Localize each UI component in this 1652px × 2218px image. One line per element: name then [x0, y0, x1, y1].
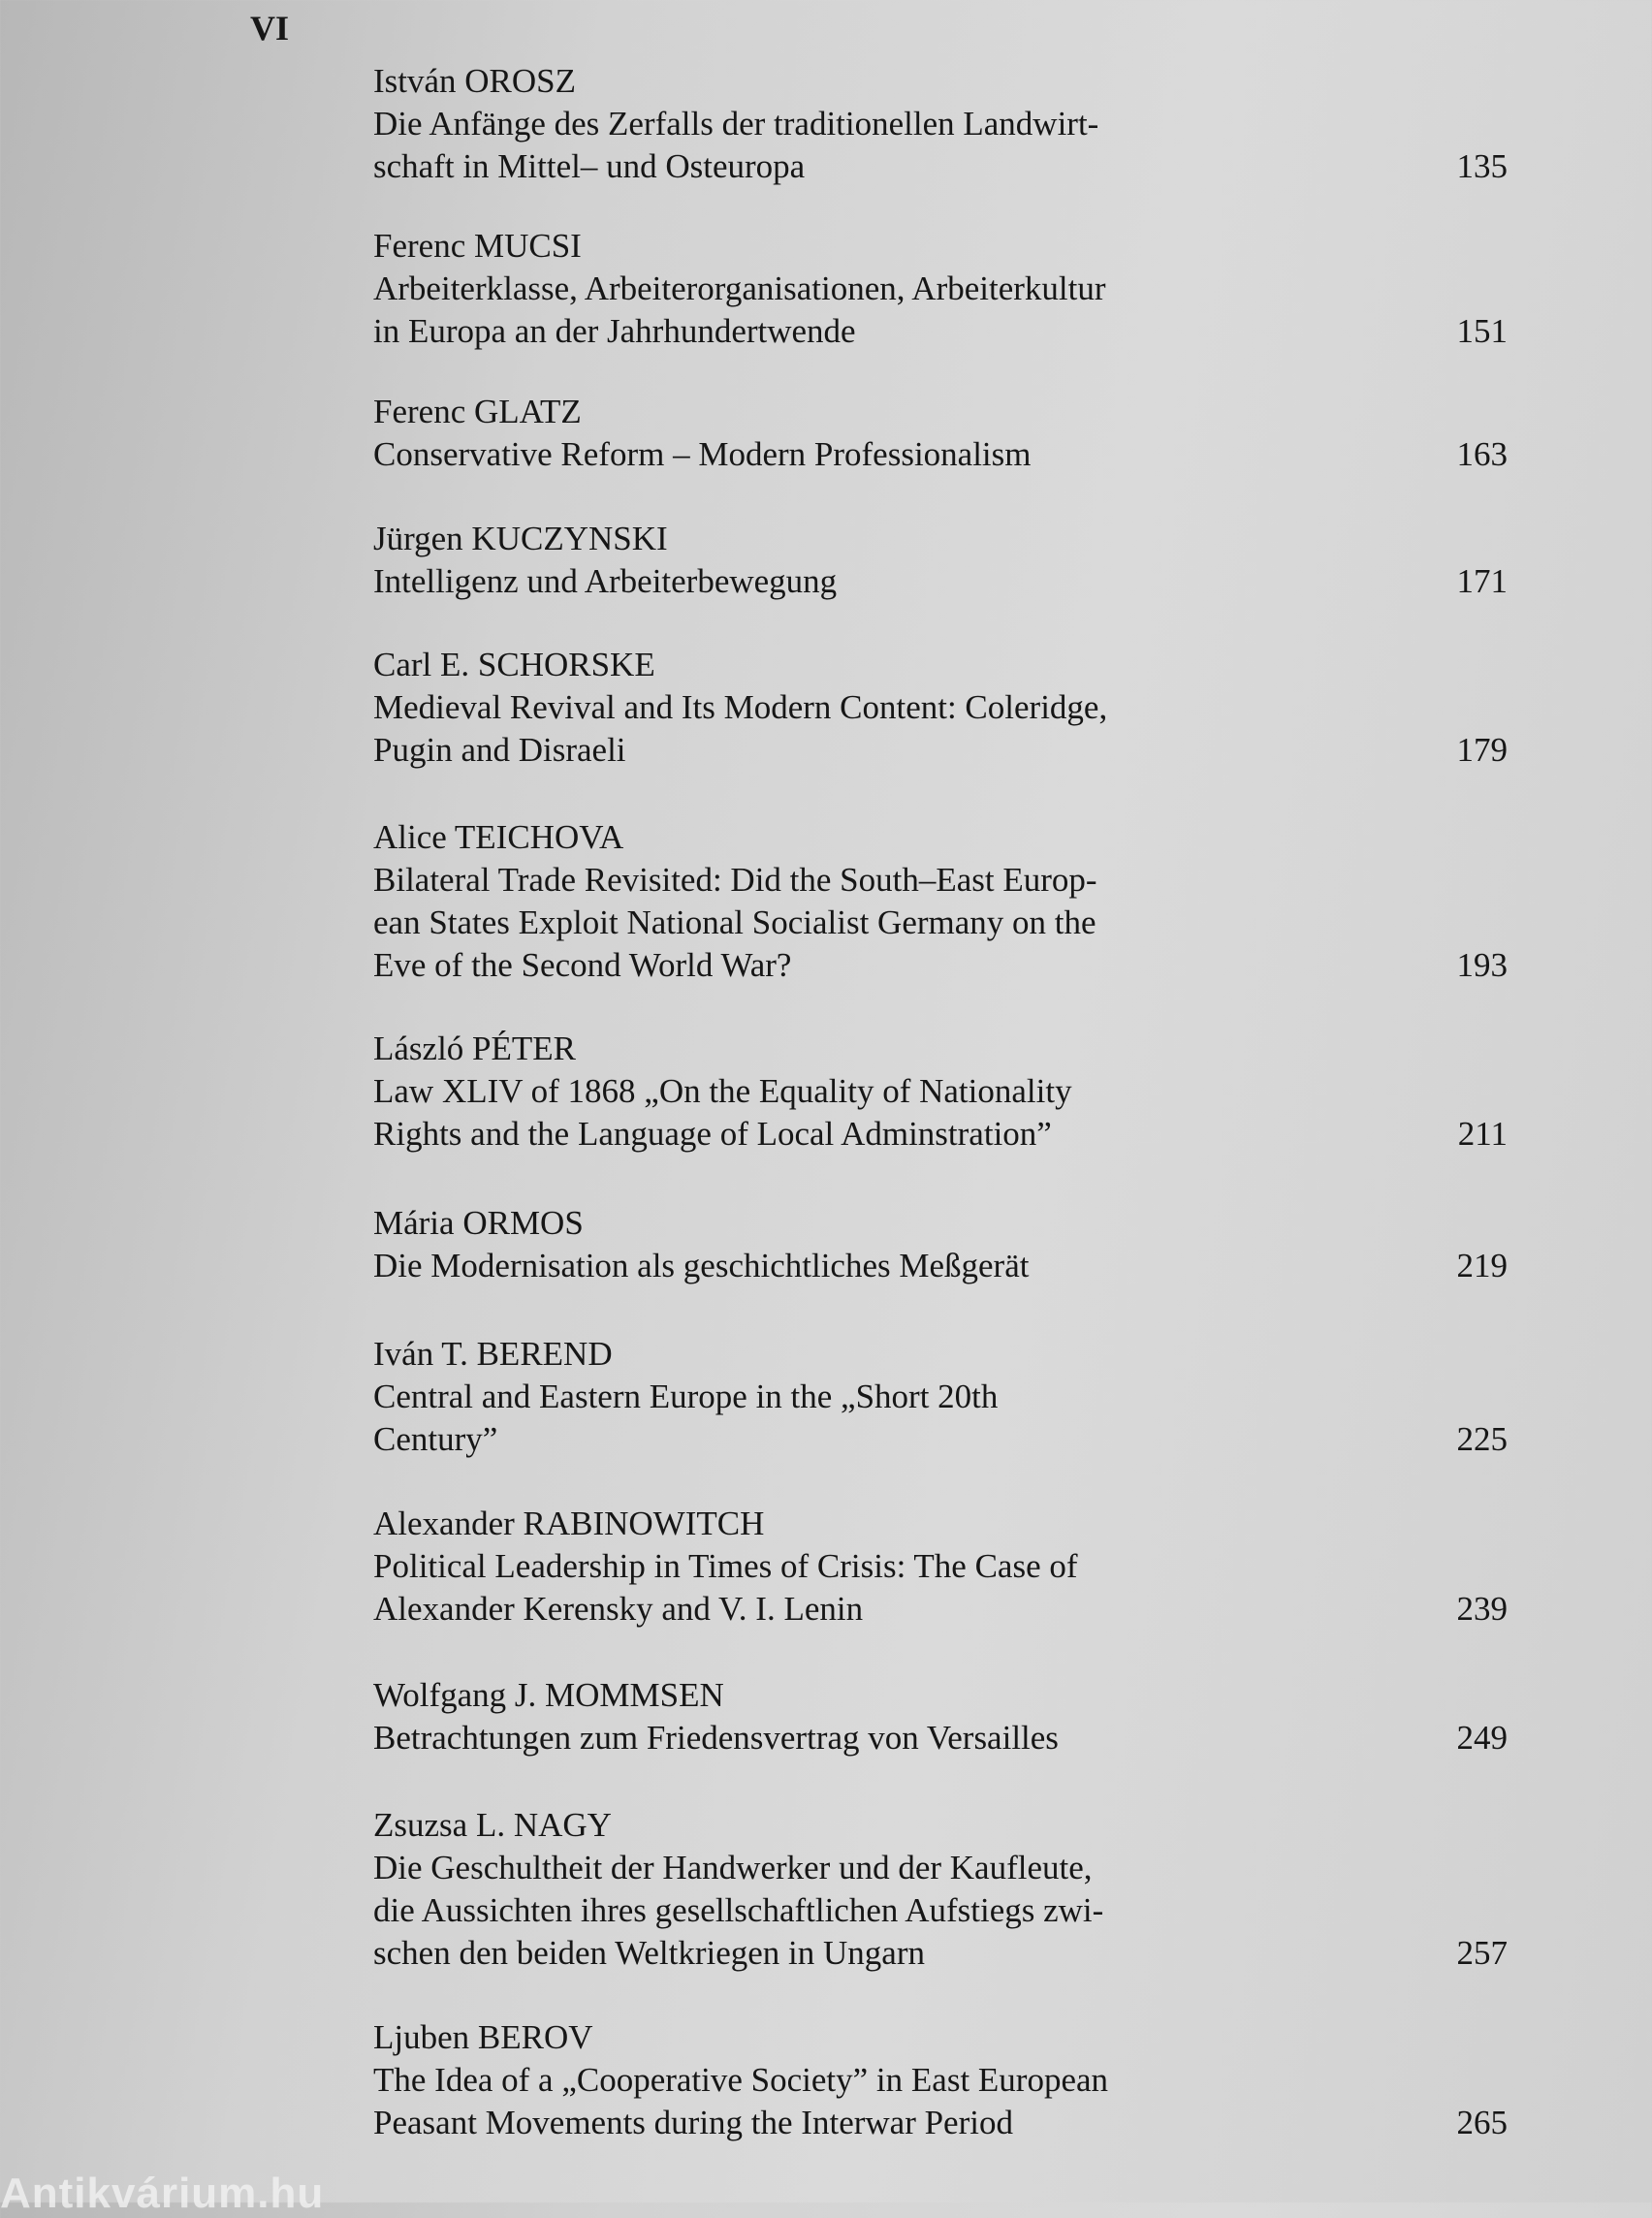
toc-entry — [373, 518, 1508, 603]
entry-page-number: 179 — [1456, 731, 1508, 769]
entry-page-number: 163 — [1456, 435, 1508, 473]
entry-title-line: die Aussichten ihres gesellschaftlichen Aufstiegs zwi- — [373, 1891, 1104, 1929]
entry-page-number: 257 — [1456, 1934, 1508, 1972]
toc-entry — [373, 1804, 1508, 1975]
entry-title-line: Medieval Revival and Its Modern Content: Coleridge, — [373, 688, 1108, 726]
entry-author: István OROSZ — [373, 62, 577, 100]
entry-author: Ferenc MUCSI — [373, 227, 582, 265]
entry-page-number: 225 — [1456, 1420, 1508, 1458]
entry-page-number: 239 — [1456, 1590, 1508, 1628]
entry-title-line: The Idea of a „Cooperative Society” in East European — [373, 2061, 1109, 2099]
toc-entry — [373, 60, 1508, 188]
entry-page-number: 249 — [1456, 1719, 1508, 1757]
entry-author: Wolfgang J. MOMMSEN — [373, 1676, 724, 1714]
entry-author: Carl E. SCHORSKE — [373, 646, 655, 683]
entry-page-number: 265 — [1456, 2104, 1508, 2141]
entry-author: Alice TEICHOVA — [373, 818, 624, 856]
entry-page-number: 135 — [1456, 147, 1508, 185]
entry-author: Ljuben BEROV — [373, 2018, 593, 2056]
entry-title-line: in Europa an der Jahrhundertwende — [373, 312, 856, 350]
page-number: VI — [250, 9, 290, 48]
toc-entry — [373, 2016, 1508, 2144]
entry-author: Iván T. BEREND — [373, 1335, 613, 1373]
toc-entry — [373, 1674, 1508, 1759]
toc-entry — [373, 1202, 1508, 1287]
watermark: Antikvárium.hu — [0, 2170, 325, 2217]
entry-title-line: Century” — [373, 1420, 498, 1458]
entry-title-line: Alexander Kerensky and V. I. Lenin — [373, 1590, 864, 1628]
entry-title-line: Arbeiterklasse, Arbeiterorganisationen, Arbeiterkultur — [373, 269, 1106, 307]
entry-title-line: Eve of the Second World War? — [373, 946, 792, 984]
entry-title-line: Peasant Movements during the Interwar Period — [373, 2104, 1013, 2141]
entry-title-line: Betrachtungen zum Friedensvertrag von Versailles — [373, 1719, 1059, 1757]
entry-title-line: Central and Eastern Europe in the „Short 20th — [373, 1378, 999, 1415]
toc-entry — [373, 1503, 1508, 1631]
entry-author: Mária ORMOS — [373, 1204, 584, 1242]
entry-title-line: Political Leadership in Times of Crisis: The Case of — [373, 1547, 1078, 1585]
entry-title-line: Bilateral Trade Revisited: Did the South–East Europ- — [373, 861, 1097, 899]
entry-title-line: Rights and the Language of Local Adminstration” — [373, 1115, 1052, 1153]
toc-entry — [373, 1333, 1508, 1461]
entry-author: Alexander RABINOWITCH — [373, 1505, 765, 1542]
toc-entry — [373, 1028, 1508, 1156]
entry-title-line: Intelligenz und Arbeiterbewegung — [373, 562, 838, 600]
toc-entry — [373, 225, 1508, 353]
entry-page-number: 171 — [1456, 562, 1508, 600]
entry-page-number: 211 — [1457, 1115, 1508, 1153]
entry-title-line: Pugin and Disraeli — [373, 731, 626, 769]
entry-title-line: Conservative Reform – Modern Professionalism — [373, 435, 1032, 473]
entry-page-number: 151 — [1456, 312, 1508, 350]
toc-entry — [373, 816, 1508, 987]
entry-author: Zsuzsa L. NAGY — [373, 1806, 612, 1844]
entry-page-number: 219 — [1456, 1247, 1508, 1284]
entry-author: Jürgen KUCZYNSKI — [373, 520, 668, 557]
entry-author: Ferenc GLATZ — [373, 393, 582, 430]
entry-title-line: Die Geschultheit der Handwerker und der Kaufleute, — [373, 1849, 1093, 1886]
toc-entry — [373, 644, 1508, 772]
entry-title-line: schen den beiden Weltkriegen in Ungarn — [373, 1934, 925, 1972]
entry-title-line: Die Anfänge des Zerfalls der traditionellen Landwirt- — [373, 105, 1099, 143]
entry-title-line: Law XLIV of 1868 „On the Equality of Nationality — [373, 1072, 1072, 1110]
entry-page-number: 193 — [1456, 946, 1508, 984]
entry-title-line: ean States Exploit National Socialist Germany on the — [373, 903, 1096, 941]
entry-title-line: schaft in Mittel– und Osteuropa — [373, 147, 806, 185]
entry-author: László PÉTER — [373, 1030, 576, 1067]
entry-title-line: Die Modernisation als geschichtliches Meßgerät — [373, 1247, 1030, 1284]
toc-entry — [373, 391, 1508, 476]
